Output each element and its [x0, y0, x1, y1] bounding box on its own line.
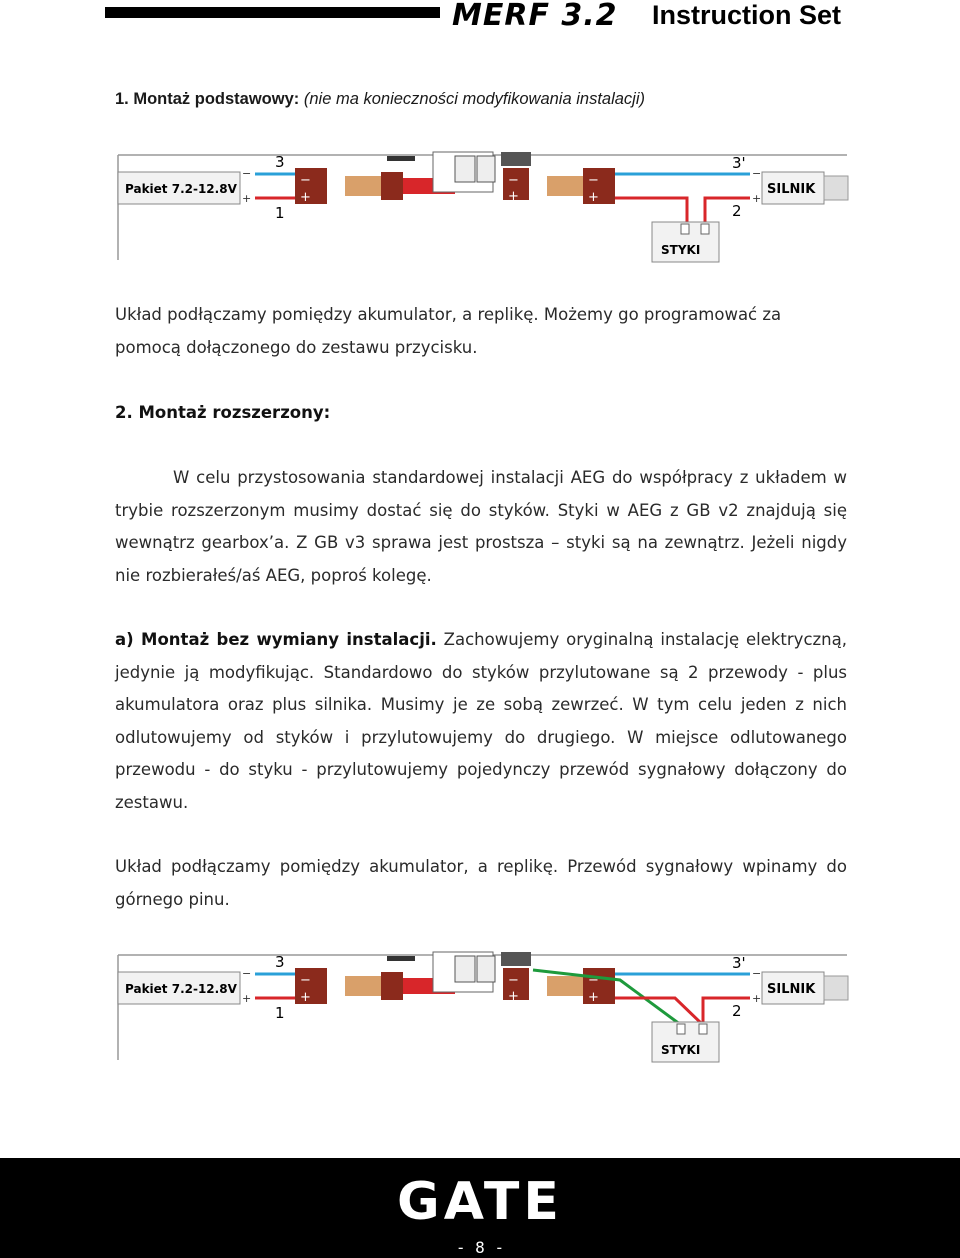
svg-text:−: − [508, 173, 519, 188]
minus-sign: − [242, 167, 252, 180]
wire-label-1: 1 [275, 204, 285, 222]
contacts-label: STYKI [661, 243, 701, 257]
svg-text:+: + [588, 190, 599, 205]
gate-logo: GATE [397, 1172, 563, 1232]
svg-text:+: + [508, 189, 519, 204]
wiring-diagram-basic [115, 150, 850, 265]
svg-text:3': 3' [732, 954, 746, 972]
product-name: MERF 3.2 [452, 0, 618, 33]
svg-text:3: 3 [275, 953, 285, 971]
svg-text:−: − [752, 167, 762, 180]
svg-text:+: + [300, 990, 311, 1005]
wire-label-2: 2 [732, 202, 742, 220]
svg-text:−: − [508, 973, 519, 988]
p3-text: Zachowujemy oryginalną instalację elektryczną, jedynie ją modyfikując. Standardowo do styków przylutowane są 2 przewody - plus akumulatora oraz plus silnika. Musimy je ze sobą zewrzeć. W tym celu jeden z nich odlutowujemy od styków i przylutowujemy do drugiego. W miejsce odlutowanego przewodu - do styku - przylutowujemy pojedynczy przewód sygnałowy dołączony do zestawu. [115, 630, 847, 812]
svg-text:−: − [300, 173, 311, 188]
plus-sign: + [242, 192, 252, 205]
p1-line1: Układ podłączamy pomiędzy akumulator, a replikę. Możemy go programować za [115, 305, 782, 324]
svg-text:1: 1 [275, 1004, 285, 1022]
p3-heading: a) Montaż bez wymiany instalacji. [115, 630, 437, 649]
document-title: Instruction Set [652, 0, 842, 30]
svg-text:Pakiet 7.2-12.8V: Pakiet 7.2-12.8V [125, 982, 237, 996]
wiring-diagram-extended [115, 950, 850, 1065]
section1-note: (nie ma konieczności modyfikowania instalacji) [303, 90, 646, 108]
svg-text:+: + [242, 992, 252, 1005]
svg-text:−: − [588, 973, 599, 988]
svg-text:SILNIK: SILNIK [767, 982, 816, 997]
paragraph-no-replace [115, 624, 847, 819]
svg-text:−: − [752, 967, 762, 980]
paragraph-connect [115, 851, 847, 916]
paragraph-extended [115, 462, 847, 592]
wire-label-3: 3 [275, 153, 285, 171]
svg-text:+: + [508, 989, 519, 1004]
svg-text:+: + [588, 990, 599, 1005]
section1-heading: 1. Montaż podstawowy: [115, 90, 300, 108]
section2-heading: 2. Montaż rozszerzony: [115, 403, 331, 422]
svg-text:−: − [588, 173, 599, 188]
connector-board-in [345, 176, 381, 196]
svg-text:+: + [752, 992, 762, 1005]
p4-text: Układ podłączamy pomiędzy akumulator, a replikę. Przewód sygnałowy wpinamy do górnego pinu. [115, 857, 847, 909]
header-bar [105, 7, 440, 18]
section1-heading-line [115, 90, 645, 109]
wire-label-3prime: 3' [732, 154, 746, 172]
battery-label: Pakiet 7.2-12.8V [125, 182, 237, 196]
paragraph-basic-install [115, 299, 847, 364]
svg-text:+: + [300, 190, 311, 205]
svg-text:STYKI: STYKI [661, 1043, 701, 1057]
svg-text:+: + [752, 192, 762, 205]
page-number: - 8 - [455, 1238, 505, 1257]
svg-text:2: 2 [732, 1002, 742, 1020]
svg-text:−: − [242, 967, 252, 980]
motor-label: SILNIK [767, 182, 816, 197]
p1-line2: pomocą dołączonego do zestawu przycisku. [115, 337, 478, 357]
svg-text:−: − [300, 973, 311, 988]
p2-text: W celu przystosowania standardowej instalacji AEG do współpracy z układem w trybie rozszerzonym musimy dostać się do styków. Styki w AEG z GB v2 znajdują się wewnątrz gearbox’a. Z GB v3 sprawa jest prostsza – styki są na zewnątrz. Jeżeli nigdy nie rozbierałeś/aś AEG, poproś kolegę. [115, 468, 847, 585]
